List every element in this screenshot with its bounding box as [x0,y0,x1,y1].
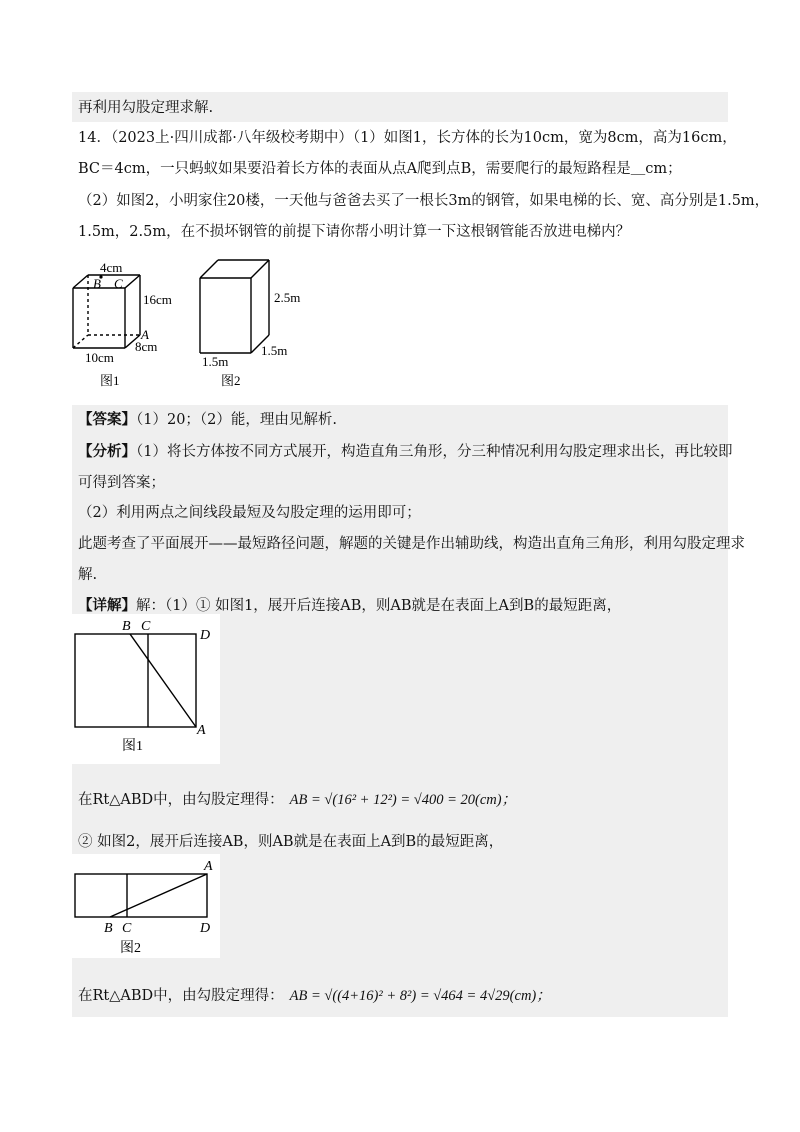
caption-fig1: 图1 [100,373,120,388]
answer-text: （1）20；（2）能，理由见解析. [136,412,338,428]
detail-line-3: ② 如图2，展开后连接AB，则AB就是在表面上A到B的最短距离， [78,834,504,850]
label-16cm: 16cm [143,292,172,307]
label-4cm: 4cm [100,260,123,275]
detail-line-2 [78,790,516,810]
question-figure-1 [70,255,190,395]
question-line-4: 1.5m，2.5m，在不损坏钢管的前提下请你帮小明计算一下这根钢管能否放进电梯内？ [78,224,631,240]
detail-text-1: 解：（1）① 如图1，展开后连接AB，则AB就是在表面上A到B的最短距离， [136,598,622,614]
cuboid2-edge [251,260,269,278]
cuboid1-edge [125,275,140,288]
label-10cm: 10cm [85,350,114,365]
question-line-2: BC＝4cm，一只蚂蚁如果要沿着长方体的表面从点A爬到点B，需要爬行的最短路程是＿cm； [78,161,682,177]
answer-line [78,410,337,430]
net1-label-d: D [200,628,211,643]
net2-label-a: A [204,859,213,874]
detail-line-1 [78,596,621,616]
analysis-line-5: 解. [78,567,98,583]
cuboid1-edge [73,275,88,288]
net1-label-b: B [122,619,131,634]
detail-line-4 [78,986,551,1006]
answer-label: 【答案】 [78,411,136,428]
caption-fig2: 图2 [221,373,241,388]
analysis-line-2: 可得到答案； [78,475,165,491]
detail-text-4: 在Rt△ABD中，由勾股定理得： [78,988,284,1004]
question-line-1: 14．（2023上·四川成都·八年级校考期中）（1）如图1，长方体的长为10cm，宽为8cm，高为16cm， [78,130,737,146]
label-c: C [114,276,123,291]
label-1-5m-width: 1.5m [202,354,229,369]
label-a: A [141,327,149,342]
label-2-5m: 2.5m [274,290,301,305]
net2-label-d: D [200,921,211,936]
analysis-line-1 [78,442,732,462]
question-line-3: （2）如图2，小明家住20楼，一天他与爸爸去买了一根长3m的钢管，如果电梯的长、宽、高分别是1.5m， [78,193,770,209]
figure-background [70,614,220,764]
net2-label-c: C [122,921,132,936]
figure-background [70,854,220,958]
formula-2: AB = √((4+16)² + 8²) = √464 = 4√29(cm)； [289,988,551,1004]
question-figure-2 [195,255,315,395]
analysis-label: 【分析】 [78,443,136,460]
net1-caption: 图1 [122,739,143,754]
cuboid2-edge [200,260,218,278]
analysis-line-4: 此题考查了平面展开——最短路径问题，解题的关键是作出辅助线，构造出直角三角形，利用勾股定理求 [78,536,745,552]
net1-label-a: A [197,723,206,738]
label-b: B [93,276,101,291]
continuation-text: 再利用勾股定理求解. [78,100,214,116]
detail-figure-2 [70,854,220,958]
detail-text-2: 在Rt△ABD中，由勾股定理得： [78,792,284,808]
net1-label-c: C [141,619,151,634]
label-1-5m-depth: 1.5m [261,343,288,358]
analysis-line-3: （2）利用两点之间线段最短及勾股定理的运用即可； [78,505,421,521]
label-8cm: 8cm [135,339,158,354]
net2-caption: 图2 [120,941,141,956]
detail-figure-1 [70,614,220,764]
net2-label-b: B [104,921,113,936]
formula-1: AB = √(16² + 12²) = √400 = 20(cm)； [289,792,517,808]
analysis-text-1: （1）将长方体按不同方式展开，构造直角三角形，分三种情况利用勾股定理求出长，再比较即 [136,444,733,460]
detail-label: 【详解】 [78,597,136,614]
cuboid1-hidden-edge [73,335,88,348]
